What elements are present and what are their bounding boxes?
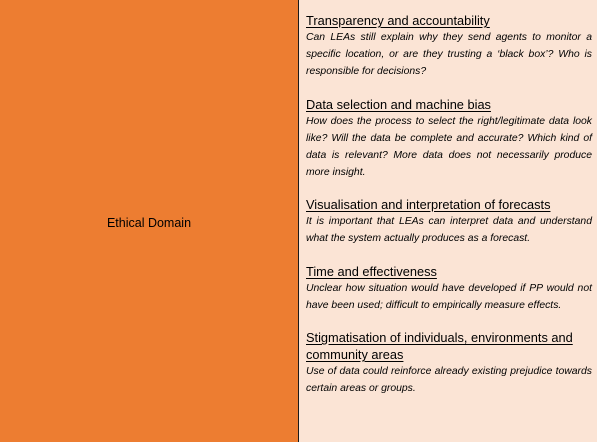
topic-heading: Stigmatisation of individuals, environments and community areas	[306, 330, 573, 362]
topic-visualisation	[306, 196, 592, 247]
topic-heading: Visualisation and interpretation of forecasts	[306, 197, 551, 212]
topic-heading: Transparency and accountability	[306, 13, 490, 28]
topics-cell	[299, 0, 597, 442]
topic-stigmatisation	[306, 329, 592, 397]
topic-heading: Time and effectiveness	[306, 263, 437, 279]
topic-time-effectiveness	[306, 263, 592, 314]
topic-body: Unclear how situation would have developed if PP would not have been used; difficult to empirically measure effects.	[306, 282, 592, 311]
topic-body: It is important that LEAs can interpret data and understand what the system actually produces as a forecast.	[306, 216, 592, 244]
topic-body: Can LEAs still explain why they send agents to monitor a specific location, or are they trusting a ‘black box’? Who is responsible for decisions?	[306, 32, 592, 77]
topic-body: How does the process to select the right/legitimate data look like? Will the data be complete and accurate? Which kind of data is relevant? More data does not necessarily produce more insight.	[306, 115, 592, 178]
domain-cell	[0, 0, 298, 442]
topic-transparency	[306, 12, 592, 80]
topic-data-selection	[306, 96, 592, 181]
topic-body: Use of data could reinforce already existing prejudice towards certain areas or groups.	[306, 366, 592, 394]
domain-label: Ethical Domain	[106, 216, 192, 230]
topic-heading: Data selection and machine bias	[306, 96, 491, 112]
